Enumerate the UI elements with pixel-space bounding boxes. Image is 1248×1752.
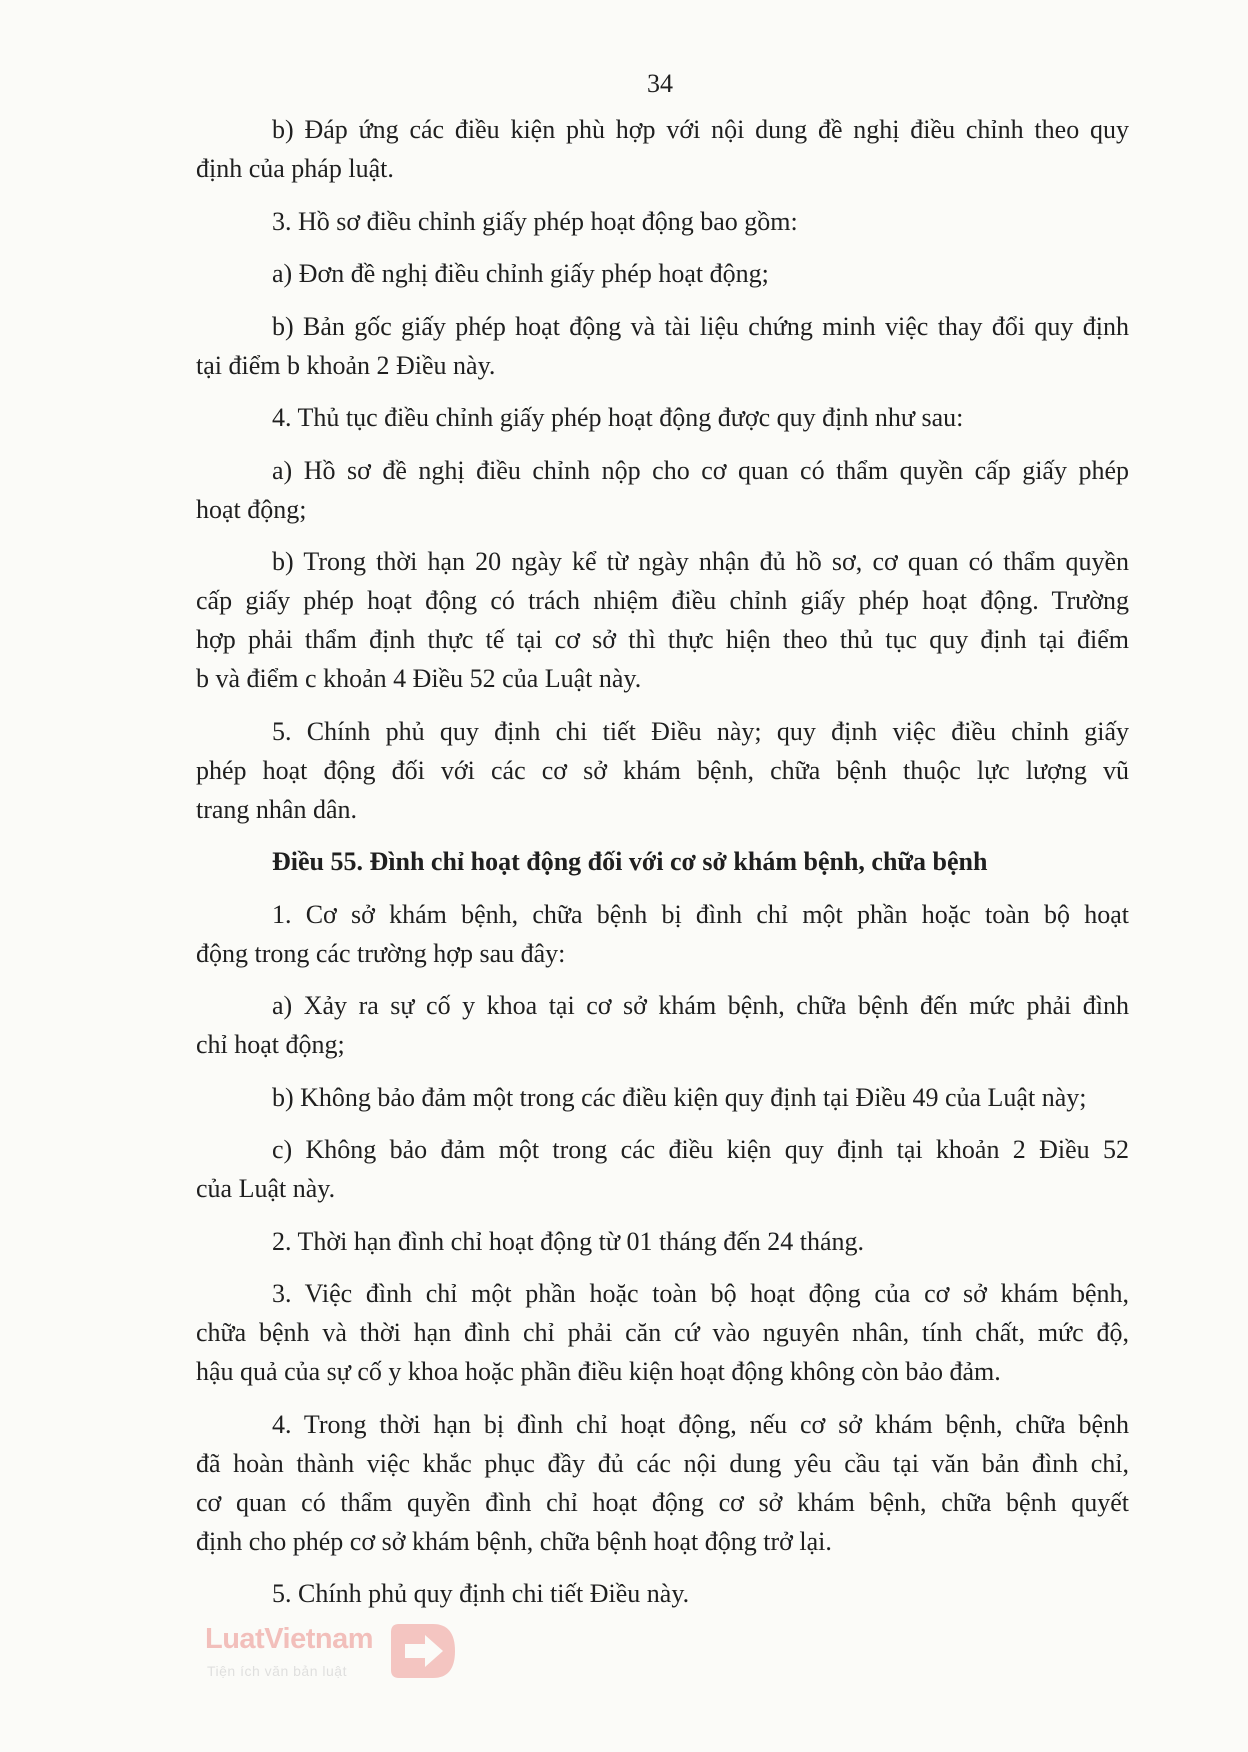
paragraph bbox=[196, 542, 1129, 698]
text-line: 5. Chính phủ quy định chi tiết Điều này; quy định việc điều chỉnh giấy bbox=[272, 716, 1129, 746]
text-line: 3. Việc đình chỉ một phần hoặc toàn bộ hoạt động của cơ sở khám bệnh, bbox=[272, 1279, 1129, 1308]
page-number: 34 bbox=[647, 69, 673, 98]
text-line: a) Hồ sơ đề nghị điều chỉnh nộp cho cơ quan có thẩm quyền cấp giấy phép bbox=[272, 455, 1129, 485]
text-line: 2. Thời hạn đình chỉ hoạt động từ 01 tháng đến 24 tháng. bbox=[272, 1226, 865, 1256]
text-line: hợp phải thẩm định thực tế tại cơ sở thì thực hiện theo thủ tục quy định tại điểm bbox=[196, 625, 1129, 654]
text-line: b) Không bảo đảm một trong các điều kiện quy định tại Điều 49 của Luật này; bbox=[272, 1082, 1087, 1112]
text-line: a) Đơn đề nghị điều chỉnh giấy phép hoạt động; bbox=[272, 259, 769, 288]
paragraph bbox=[196, 307, 1129, 385]
text-line: cơ quan có thẩm quyền đình chỉ hoạt động cơ sở khám bệnh, chữa bệnh quyết bbox=[196, 1487, 1129, 1517]
watermark-tagline: Tiện ích văn bản luật bbox=[207, 1663, 347, 1679]
text-line: 1. Cơ sở khám bệnh, chữa bệnh bị đình chỉ một phần hoặc toàn bộ hoạt bbox=[272, 899, 1129, 929]
arrow-logo-icon bbox=[385, 1618, 459, 1684]
text-line: chỉ hoạt động; bbox=[196, 1030, 345, 1059]
paragraph bbox=[196, 110, 1129, 188]
paragraph bbox=[196, 398, 1129, 437]
paragraph bbox=[196, 1222, 1129, 1261]
text-line: hậu quả của sự cố y khoa hoặc phần điều kiện hoạt động không còn bảo đảm. bbox=[196, 1357, 1001, 1386]
text-line: hoạt động; bbox=[196, 494, 307, 524]
text-line: định của pháp luật. bbox=[196, 154, 394, 183]
article-heading bbox=[196, 842, 1129, 881]
text-line: của Luật này. bbox=[196, 1174, 336, 1203]
paragraph bbox=[196, 1078, 1129, 1117]
text-line: a) Xảy ra sự cố y khoa tại cơ sở khám bệnh, chữa bệnh đến mức phải đình bbox=[272, 991, 1129, 1020]
text-line: b và điểm c khoản 4 Điều 52 của Luật này. bbox=[196, 664, 642, 693]
paragraph bbox=[196, 1130, 1129, 1208]
text-line: định cho phép cơ sở khám bệnh, chữa bệnh hoạt động trở lại. bbox=[196, 1526, 832, 1556]
text-line: đã hoàn thành việc khắc phục đầy đủ các nội dung yêu cầu tại văn bản đình chỉ, bbox=[196, 1448, 1129, 1478]
watermark-brand: LuatVietnam bbox=[205, 1623, 374, 1655]
paragraph bbox=[196, 202, 1129, 241]
paragraph bbox=[196, 1405, 1129, 1561]
paragraph bbox=[196, 1574, 1129, 1613]
article-heading-text: Điều 55. Đình chỉ hoạt động đối với cơ sở khám bệnh, chữa bệnh bbox=[272, 847, 988, 876]
text-line: b) Trong thời hạn 20 ngày kể từ ngày nhận đủ hồ sơ, cơ quan có thẩm quyền bbox=[272, 547, 1129, 576]
paragraph bbox=[196, 712, 1129, 829]
luatvietnam-watermark bbox=[205, 1618, 475, 1698]
paragraph bbox=[196, 895, 1129, 973]
text-line: c) Không bảo đảm một trong các điều kiện quy định tại khoản 2 Điều 52 bbox=[272, 1135, 1129, 1164]
text-line: chữa bệnh và thời hạn đình chỉ phải căn cứ vào nguyên nhân, tính chất, mức độ, bbox=[196, 1318, 1129, 1347]
text-line: cấp giấy phép hoạt động có trách nhiệm điều chỉnh giấy phép hoạt động. Trường bbox=[196, 586, 1129, 615]
text-line: tại điểm b khoản 2 Điều này. bbox=[196, 350, 496, 380]
text-line: b) Bản gốc giấy phép hoạt động và tài liệu chứng minh việc thay đổi quy định bbox=[272, 311, 1129, 341]
text-line: b) Đáp ứng các điều kiện phù hợp với nội dung đề nghị điều chỉnh theo quy bbox=[272, 115, 1129, 144]
paragraph bbox=[196, 451, 1129, 529]
text-line: 4. Trong thời hạn bị đình chỉ hoạt động, nếu cơ sở khám bệnh, chữa bệnh bbox=[272, 1409, 1129, 1439]
text-line: 3. Hồ sơ điều chỉnh giấy phép hoạt động bao gồm: bbox=[272, 206, 798, 236]
document-body bbox=[196, 110, 1129, 1627]
text-line: 5. Chính phủ quy định chi tiết Điều này. bbox=[272, 1579, 690, 1608]
paragraph bbox=[196, 986, 1129, 1064]
paragraph bbox=[196, 254, 1129, 293]
text-line: 4. Thủ tục điều chỉnh giấy phép hoạt động được quy định như sau: bbox=[272, 403, 964, 432]
text-line: phép hoạt động đối với các cơ sở khám bệnh, chữa bệnh thuộc lực lượng vũ bbox=[196, 755, 1129, 785]
text-line: trang nhân dân. bbox=[196, 794, 358, 824]
paragraph bbox=[196, 1274, 1129, 1391]
text-line: động trong các trường hợp sau đây: bbox=[196, 938, 566, 968]
